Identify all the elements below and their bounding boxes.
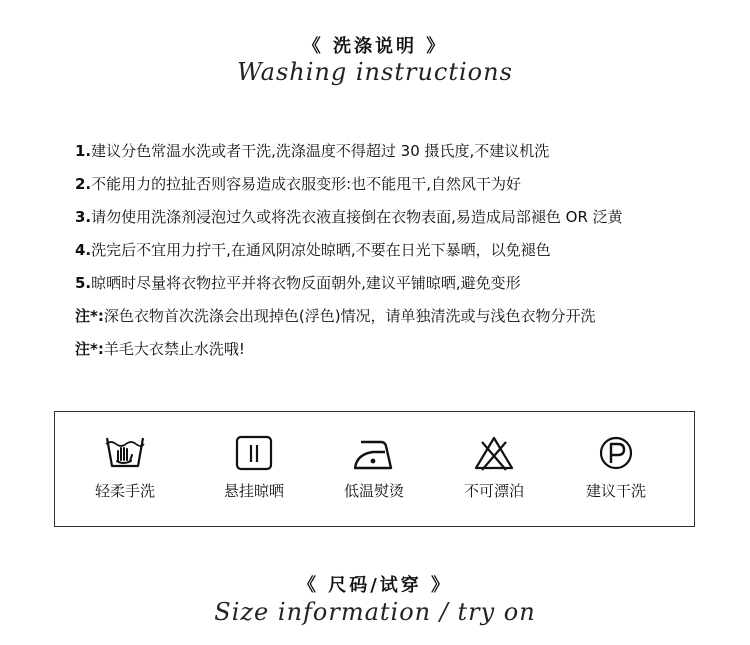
care-label: 不可漂泊 (463, 482, 524, 500)
care-label: 轻柔手洗 (94, 482, 155, 500)
instruction-item-2 (75, 173, 715, 206)
size-title: 《 尺码/试穿 》 (297, 575, 453, 596)
instruction-item-1 (75, 140, 715, 173)
care-item-no-bleach (439, 434, 549, 501)
care-item-hand-wash (70, 434, 180, 501)
instruction-text: 请勿使用洗涤剂浸泡过久或将洗衣液直接倒在衣物表面,易造成局部褪色 OR 泛黄 (91, 208, 623, 226)
instruction-number: 5. (75, 274, 92, 292)
instruction-number: 4. (75, 241, 92, 259)
note-marker: 注*: (75, 340, 104, 358)
instruction-text: 建议分色常温水洗或者干洗,洗涤温度不得超过 30 摄氏度,不建议机洗 (91, 142, 550, 160)
care-symbols-box (54, 411, 695, 527)
instruction-item-5 (75, 272, 715, 305)
hand-wash-icon (103, 434, 147, 472)
care-label: 低温熨烫 (343, 482, 404, 500)
note-text: 羊毛大衣禁止水洗哦! (103, 340, 245, 358)
care-label: 悬挂晾晒 (223, 482, 284, 500)
instruction-item-3 (75, 206, 715, 239)
instruction-text: 晾晒时尽量将衣物拉平并将衣物反面朝外,建议平铺晾晒,避免变形 (91, 274, 521, 292)
instruction-text: 不能用力的拉扯否则容易造成衣服变形:也不能甩干,自然风干为好 (91, 175, 521, 193)
washing-title: 《 洗涤说明 》 (302, 36, 448, 57)
care-label: 建议干洗 (585, 482, 646, 500)
size-subtitle: Size information / try on (214, 598, 536, 626)
dry-clean-icon (594, 434, 638, 472)
note-marker: 注*: (75, 307, 104, 325)
care-item-low-iron (319, 434, 429, 501)
instruction-number: 1. (75, 142, 92, 160)
instruction-number: 2. (75, 175, 92, 193)
low-iron-icon (351, 434, 397, 472)
care-item-hang-dry (199, 434, 309, 501)
instruction-text: 洗完后不宜用力拧干,在通风阴凉处晾晒,不要在日光下暴晒，以免褪色 (91, 241, 551, 259)
instruction-number: 3. (75, 208, 92, 226)
note-text: 深色衣物首次洗涤会出现掉色(浮色)情况，请单独清洗或与浅色衣物分开洗 (103, 307, 596, 325)
no-bleach-icon (472, 434, 516, 472)
note-wool-coat (75, 338, 715, 371)
care-item-dry-clean (561, 434, 671, 501)
washing-subtitle: Washing instructions (237, 58, 513, 86)
note-dark-clothes (75, 305, 715, 338)
instruction-item-4 (75, 239, 715, 272)
hang-dry-icon (232, 434, 276, 472)
washing-instructions-list (75, 140, 715, 371)
